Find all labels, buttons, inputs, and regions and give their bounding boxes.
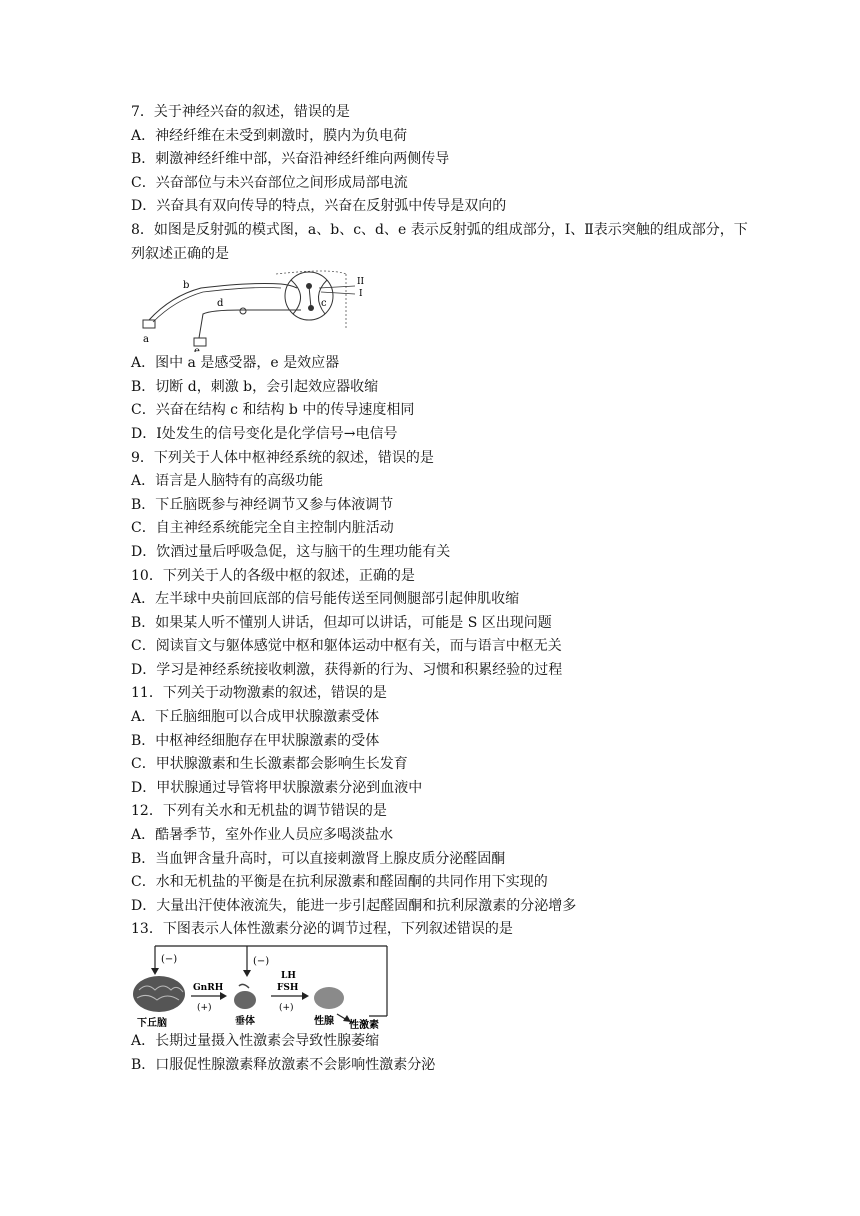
q12-stem: 12．下列有关水和无机盐的调节错误的是	[131, 803, 387, 820]
brain-icon	[133, 976, 185, 1012]
q13-stem: 13．下图表示人体性激素分泌的调节过程，下列叙述错误的是	[131, 921, 513, 938]
label-ii: II	[357, 277, 365, 288]
label-plus-1: (+)	[197, 1003, 212, 1013]
grey-matter-horn	[291, 280, 301, 314]
q12-option-a: A．酷暑季节，室外作业人员应多喝淡盐水	[131, 827, 394, 844]
q10-option-b: B．如果某人听不懂别人讲话，但却可以讲话，可能是 S 区出现问题	[131, 614, 552, 631]
label-plus-2: (+)	[279, 1003, 294, 1013]
q7-stem: 7．关于神经兴奋的叙述，错误的是	[131, 104, 350, 120]
label-sex-hormone: 性激素	[349, 1020, 379, 1030]
effector-box	[194, 338, 206, 346]
label-hypothalamus: 下丘脑	[137, 1018, 167, 1029]
label-fsh: FSH	[277, 983, 299, 993]
hormone-regulation-figure	[131, 944, 751, 1030]
q10-option-a: A．左半球中央前回底部的信号能传送至同侧腿部引起伸肌收缩	[131, 591, 520, 608]
q9-option-a: A．语言是人脑特有的高级功能	[131, 473, 324, 490]
receptor-box	[143, 320, 155, 328]
arrowhead-right-1	[220, 992, 227, 1000]
q11-option-a: A．下丘脑细胞可以合成甲状腺激素受体	[131, 709, 380, 726]
reflex-arc-figure	[131, 266, 751, 352]
arrowhead-down-2	[243, 970, 251, 977]
efferent-nerve	[199, 310, 301, 338]
q12-option-c: C．水和无机盐的平衡是在抗利尿激素和醛固酮的共同作用下实现的	[131, 874, 548, 891]
label-e: e	[194, 346, 200, 353]
q9-option-b: B．下丘脑既参与神经调节又参与体液调节	[131, 496, 394, 513]
exam-page	[131, 101, 751, 1077]
q8-option-b: B．切断 d，刺激 b，会引起效应器收缩	[131, 378, 379, 395]
q13-option-a: A．长期过量摄入性激素会导致性腺萎缩	[131, 1033, 380, 1049]
label-i: I	[359, 289, 363, 300]
q10-option-d: D．学习是神经系统接收刺激，获得新的行为、习惯和积累经验的过程	[131, 661, 563, 678]
label-c: c	[321, 298, 327, 310]
label-gonad: 性腺	[314, 1016, 334, 1027]
q8-option-a: A．图中 a 是感受器，e 是效应器	[131, 355, 340, 372]
label-d: d	[217, 298, 224, 310]
grey-matter	[285, 272, 333, 320]
ganglion	[240, 308, 246, 314]
label-gnrh: GnRH	[193, 983, 224, 993]
hormone-regulation-diagram	[131, 944, 401, 1030]
q9-option-d: D．饮酒过量后呼吸急促，这与脑干的生理功能有关	[131, 543, 451, 560]
neg-feedback-2: (−)	[253, 956, 270, 967]
label-a: a	[143, 334, 149, 346]
q11-stem: 11．下列关于动物激素的叙述，错误的是	[131, 685, 387, 702]
q11-option-d: D．甲状腺通过导管将甲状腺激素分泌到血液中	[131, 779, 423, 796]
q7-option-c: C．兴奋部位与未兴奋部位之间形成局部电流	[131, 174, 408, 191]
label-b: b	[183, 280, 190, 292]
pointer-ii	[319, 286, 355, 288]
q11-option-b: B．中枢神经细胞存在甲状腺激素的受体	[131, 732, 380, 749]
q13-option-b: B．口服促性腺激素释放激素不会影响性激素分泌	[131, 1056, 436, 1073]
q9-stem: 9．下列关于人体中枢神经系统的叙述，错误的是	[131, 449, 434, 466]
synapse-path	[309, 286, 311, 308]
gonad-icon	[314, 987, 344, 1009]
q7-option-b: B．刺激神经纤维中部，兴奋沿神经纤维向两侧传导	[131, 151, 450, 168]
q12-option-b: B．当血钾含量升高时，可以直接刺激肾上腺皮质分泌醛固酮	[131, 850, 506, 867]
q9-option-c: C．自主神经系统能完全自主控制内脏活动	[131, 520, 394, 537]
q7-option-d: D．兴奋具有双向传导的特点，兴奋在反射弧中传导是双向的	[131, 198, 507, 215]
label-pituitary: 垂体	[235, 1016, 255, 1027]
q10-stem: 10．下列关于人的各级中枢的叙述，正确的是	[131, 567, 415, 584]
q7-option-a: A．神经纤维在未受到刺激时，膜内为负电荷	[131, 127, 408, 144]
arrowhead-right-2	[302, 992, 309, 1000]
arrowhead-down-1	[151, 968, 159, 975]
label-lh: LH	[281, 971, 296, 981]
q8-stem: 8．如图是反射弧的模式图，a、b、c、d、e 表示反射弧的组成部分，Ⅰ、Ⅱ表示突触的组成部分，下列叙述正确的是	[131, 221, 748, 262]
reflex-arc-diagram	[131, 266, 371, 352]
neg-feedback-1: (−)	[161, 954, 178, 965]
pituitary-icon	[234, 984, 256, 1009]
q8-option-c: C．兴奋在结构 c 和结构 b 中的传导速度相同	[131, 402, 415, 419]
q8-option-d: D．Ⅰ处发生的信号变化是化学信号→电信号	[131, 425, 398, 442]
q11-option-c: C．甲状腺激素和生长激素都会影响生长发育	[131, 756, 408, 773]
q10-option-c: C．阅读盲文与躯体感觉中枢和躯体运动中枢有关，而与语言中枢无关	[131, 638, 562, 655]
pointer-i	[321, 292, 355, 294]
q12-option-d: D．大量出汗使体液流失，能进一步引起醛固酮和抗利尿激素的分泌增多	[131, 897, 577, 914]
